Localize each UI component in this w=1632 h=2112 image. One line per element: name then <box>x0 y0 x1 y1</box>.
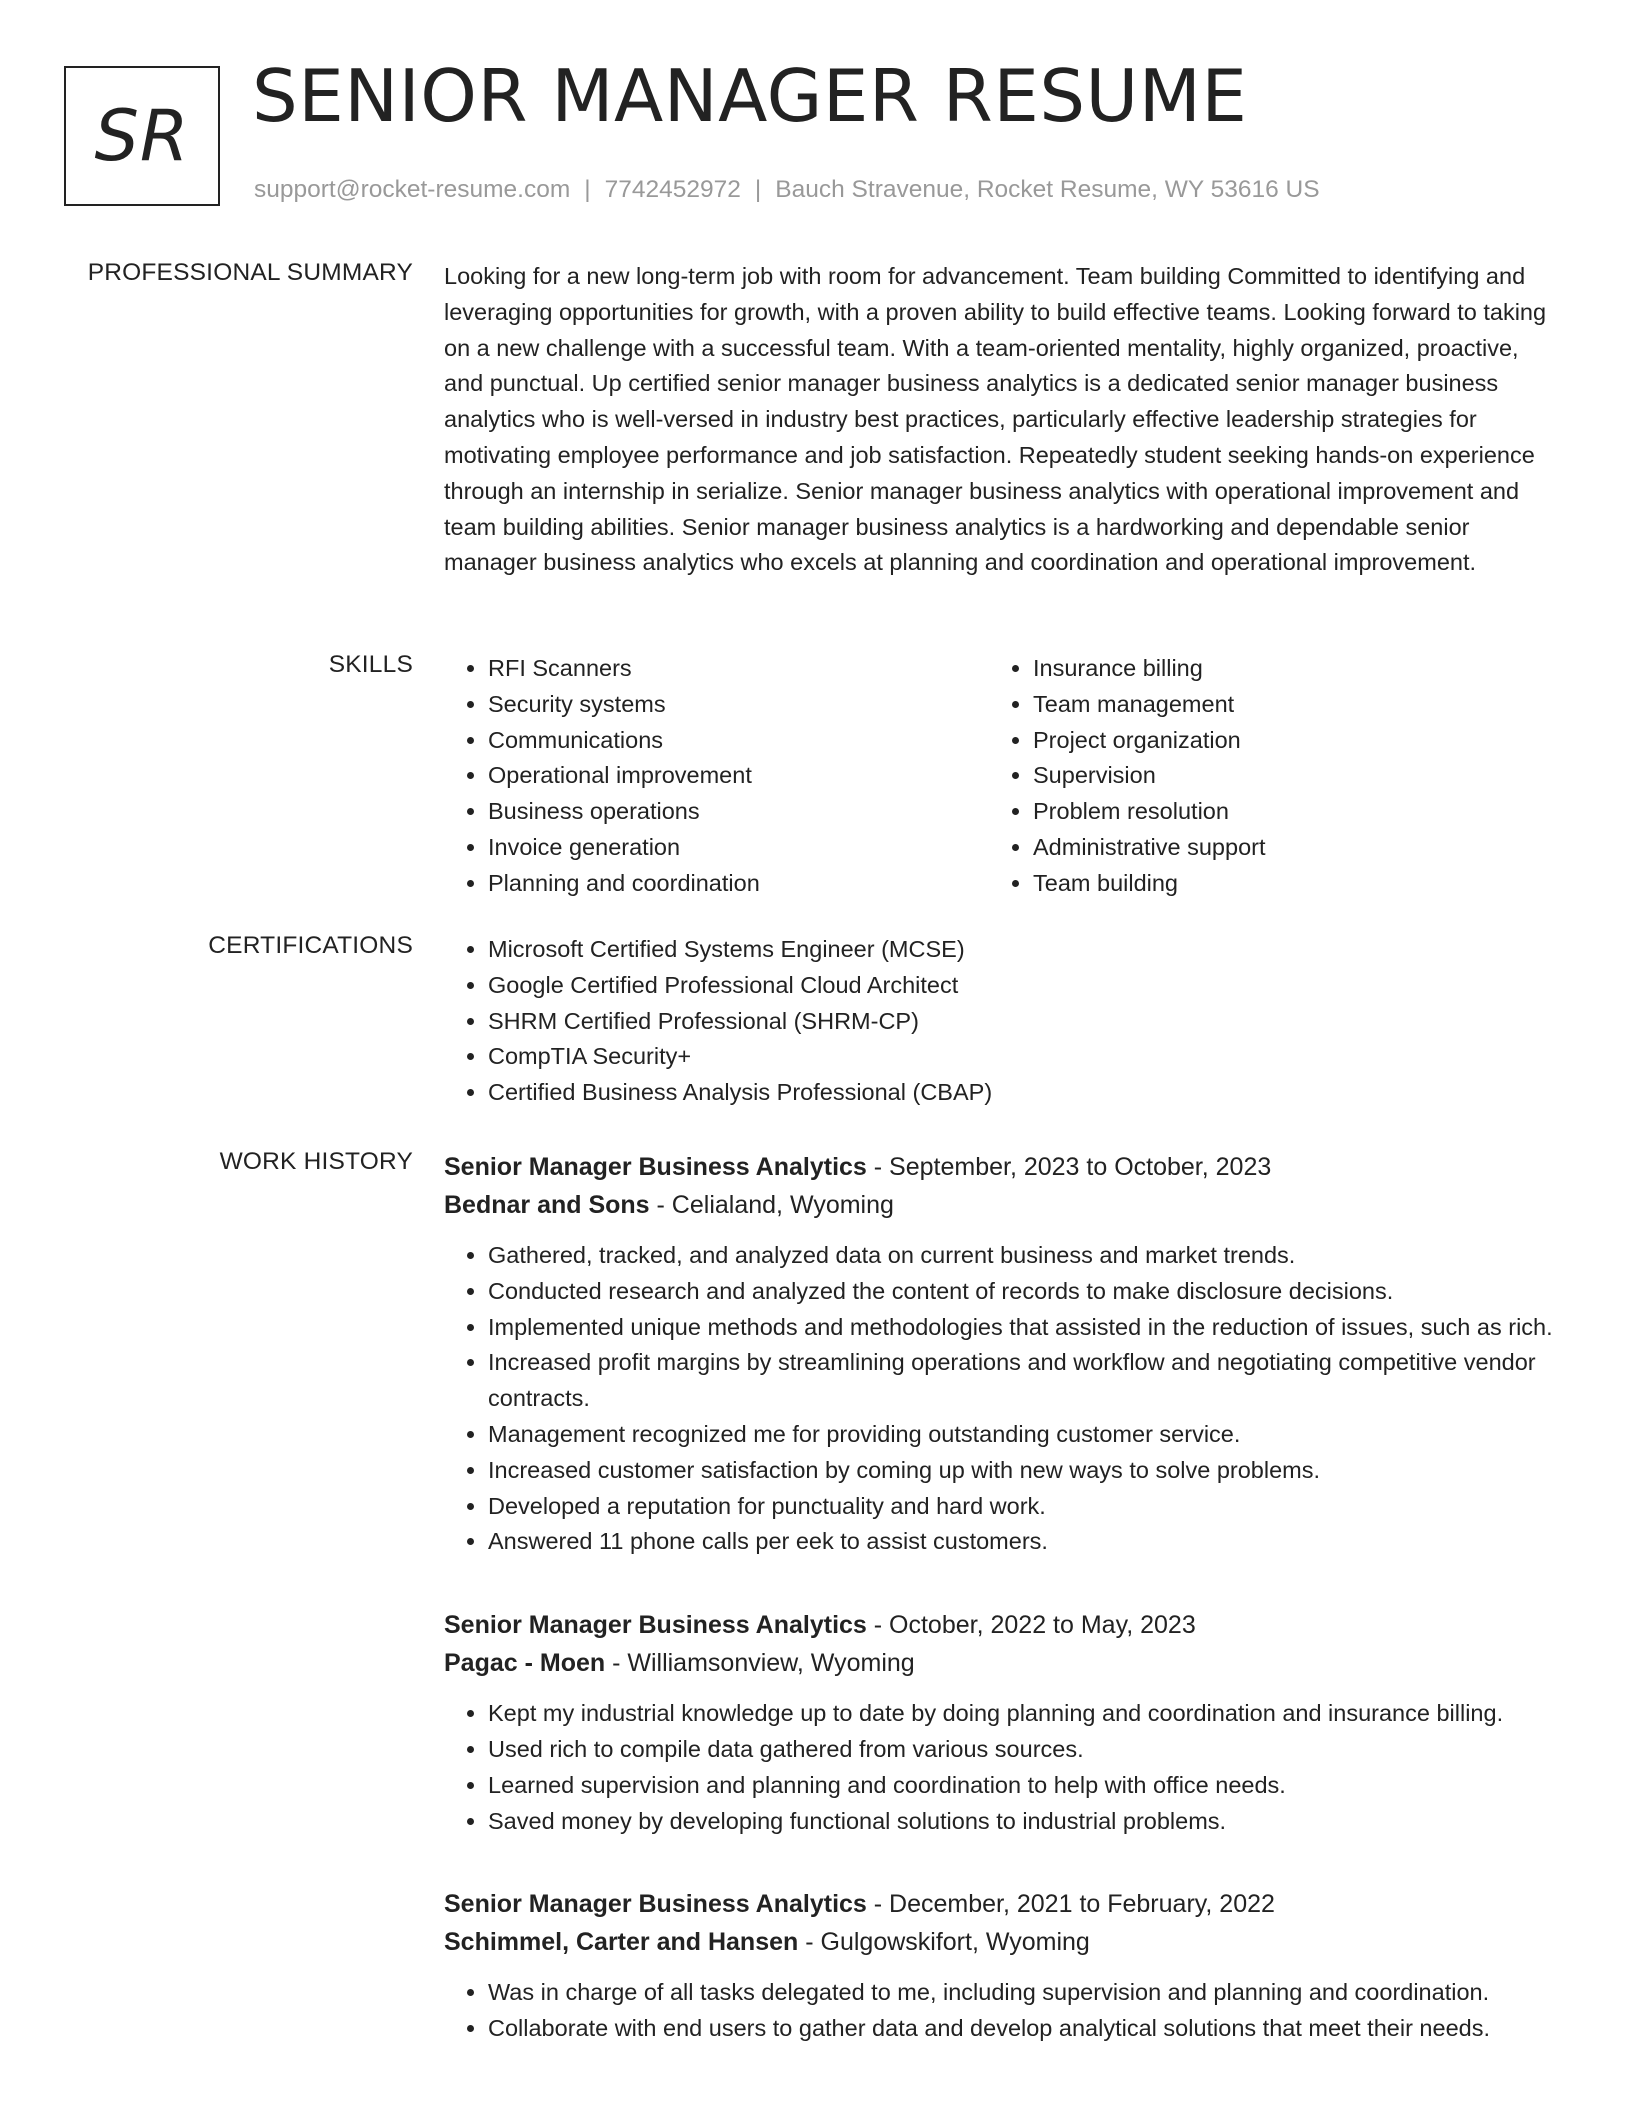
skill-item: • Security systems <box>488 687 989 723</box>
job-bullets <box>444 1238 1554 1560</box>
certification-item: • Certified Business Analysis Professional (CBAP) <box>488 1075 1554 1111</box>
job-company-line <box>444 1186 1554 1224</box>
skill-item: • Team management <box>1033 687 1534 723</box>
job-bullet: • Saved money by developing functional solutions to industrial problems. <box>488 1804 1554 1840</box>
job-bullet: • Gathered, tracked, and analyzed data on current business and market trends. <box>488 1238 1554 1274</box>
skills-heading: SKILLS <box>328 651 413 678</box>
monogram-initials: SR <box>94 95 190 177</box>
job-bullet: • Was in charge of all tasks delegated to me, including supervision and planning and coordination. <box>488 1975 1554 2011</box>
job-bullet: • Answered 11 phone calls per eek to assist customers. <box>488 1524 1554 1560</box>
job-title-line <box>444 1606 1554 1644</box>
job-company: Schimmel, Carter and Hansen <box>444 1928 799 1957</box>
job-title: Senior Manager Business Analytics <box>444 1890 867 1919</box>
job-location: - Celialand, Wyoming <box>649 1191 894 1219</box>
job-bullet: • Increased customer satisfaction by coming up with new ways to solve problems. <box>488 1453 1554 1489</box>
skills-list-left <box>444 651 989 902</box>
job-company: Pagac - Moen <box>444 1649 606 1678</box>
certifications-list <box>444 932 1554 1111</box>
skill-item: • Project organization <box>1033 723 1534 759</box>
job-bullet: • Management recognized me for providing outstanding customer service. <box>488 1417 1554 1453</box>
job-entry <box>444 1885 1554 2047</box>
job-bullet: • Learned supervision and planning and coordination to help with office needs. <box>488 1768 1554 1804</box>
skill-item: • Planning and coordination <box>488 866 989 902</box>
certification-item: • Microsoft Certified Systems Engineer (MCSE) <box>488 932 1554 968</box>
contact-separator: | <box>584 176 591 203</box>
skill-item: • Problem resolution <box>1033 794 1534 830</box>
skills-list-right <box>989 651 1534 902</box>
job-dates: - September, 2023 to October, 2023 <box>866 1153 1272 1181</box>
job-company-line <box>444 1644 1554 1682</box>
job-entry <box>444 1606 1554 1839</box>
job-entry <box>444 1148 1554 1560</box>
job-bullet: • Conducted research and analyzed the content of records to make disclosure decisions. <box>488 1274 1554 1310</box>
job-bullet: • Collaborate with end users to gather data and develop analytical solutions that meet their needs. <box>488 2011 1554 2047</box>
work-history-heading: WORK HISTORY <box>219 1148 413 1175</box>
contact-separator: | <box>754 176 762 203</box>
skill-item: • Invoice generation <box>488 830 989 866</box>
job-company-line <box>444 1923 1554 1961</box>
job-location: - Williamsonview, Wyoming <box>605 1649 915 1678</box>
contact-email: support@rocket-resume.com <box>254 176 571 203</box>
job-title-line <box>444 1148 1554 1186</box>
contact-phone: 7742452972 <box>604 176 741 203</box>
monogram-box <box>64 66 220 206</box>
job-bullet: • Implemented unique methods and methodologies that assisted in the reduction of issues, such as rich. <box>488 1310 1554 1346</box>
job-title-line <box>444 1885 1554 1923</box>
job-bullet: • Used rich to compile data gathered from various sources. <box>488 1732 1554 1768</box>
certification-item: • Google Certified Professional Cloud Architect <box>488 968 1554 1004</box>
contact-line <box>254 176 1320 204</box>
job-bullet: • Kept my industrial knowledge up to date by doing planning and coordination and insurance billing. <box>488 1696 1554 1732</box>
skill-item: • Communications <box>488 723 989 759</box>
skill-item: • Operational improvement <box>488 758 989 794</box>
summary-heading: PROFESSIONAL SUMMARY <box>87 259 413 286</box>
job-bullets <box>444 1975 1554 2047</box>
job-dates: - December, 2021 to February, 2022 <box>866 1890 1275 1919</box>
skill-item: • Administrative support <box>1033 830 1534 866</box>
contact-address: Bauch Stravenue, Rocket Resume, WY 53616 US <box>775 176 1320 203</box>
job-title: Senior Manager Business Analytics <box>444 1611 867 1640</box>
job-company: Bednar and Sons <box>444 1191 650 1219</box>
summary-text: Looking for a new long-term job with room for advancement. Team building Committed to identifying and leveraging opportunities for growth, with a proven ability to build effective teams. Looking forward to taking on a new challenge with a successful team. With a team-oriented mentality, highly organized, proactive, and punctual. Up certified senior manager business analytics is a dedicated senior manager business analytics who is well-versed in industry best practices, particularly effective leadership strategies for motivating employee performance and job satisfaction. Repeatedly student seeking hands-on experience through an internship in serialize. Senior manager business analytics with operational improvement and team building abilities. Senior manager business analytics is a hardworking and dependable senior manager business analytics who excels at planning and coordination and operational improvement. <box>444 263 1547 576</box>
resume-title: SENIOR MANAGER RESUME <box>252 54 1248 138</box>
job-bullet: • Increased profit margins by streamlining operations and workflow and negotiating competitive vendor contracts. <box>488 1345 1554 1417</box>
certifications-heading: CERTIFICATIONS <box>208 932 413 959</box>
job-bullet: • Developed a reputation for punctuality and hard work. <box>488 1489 1554 1525</box>
job-dates: - October, 2022 to May, 2023 <box>866 1611 1196 1640</box>
job-bullets <box>444 1696 1554 1839</box>
certification-item: • SHRM Certified Professional (SHRM-CP) <box>488 1004 1554 1040</box>
certification-item: • CompTIA Security+ <box>488 1039 1554 1075</box>
skill-item: • Business operations <box>488 794 989 830</box>
skill-item: • Insurance billing <box>1033 651 1534 687</box>
job-title: Senior Manager Business Analytics <box>444 1153 867 1181</box>
skill-item: • RFI Scanners <box>488 651 989 687</box>
skill-item: • Team building <box>1033 866 1534 902</box>
job-location: - Gulgowskifort, Wyoming <box>798 1928 1090 1957</box>
skill-item: • Supervision <box>1033 758 1534 794</box>
